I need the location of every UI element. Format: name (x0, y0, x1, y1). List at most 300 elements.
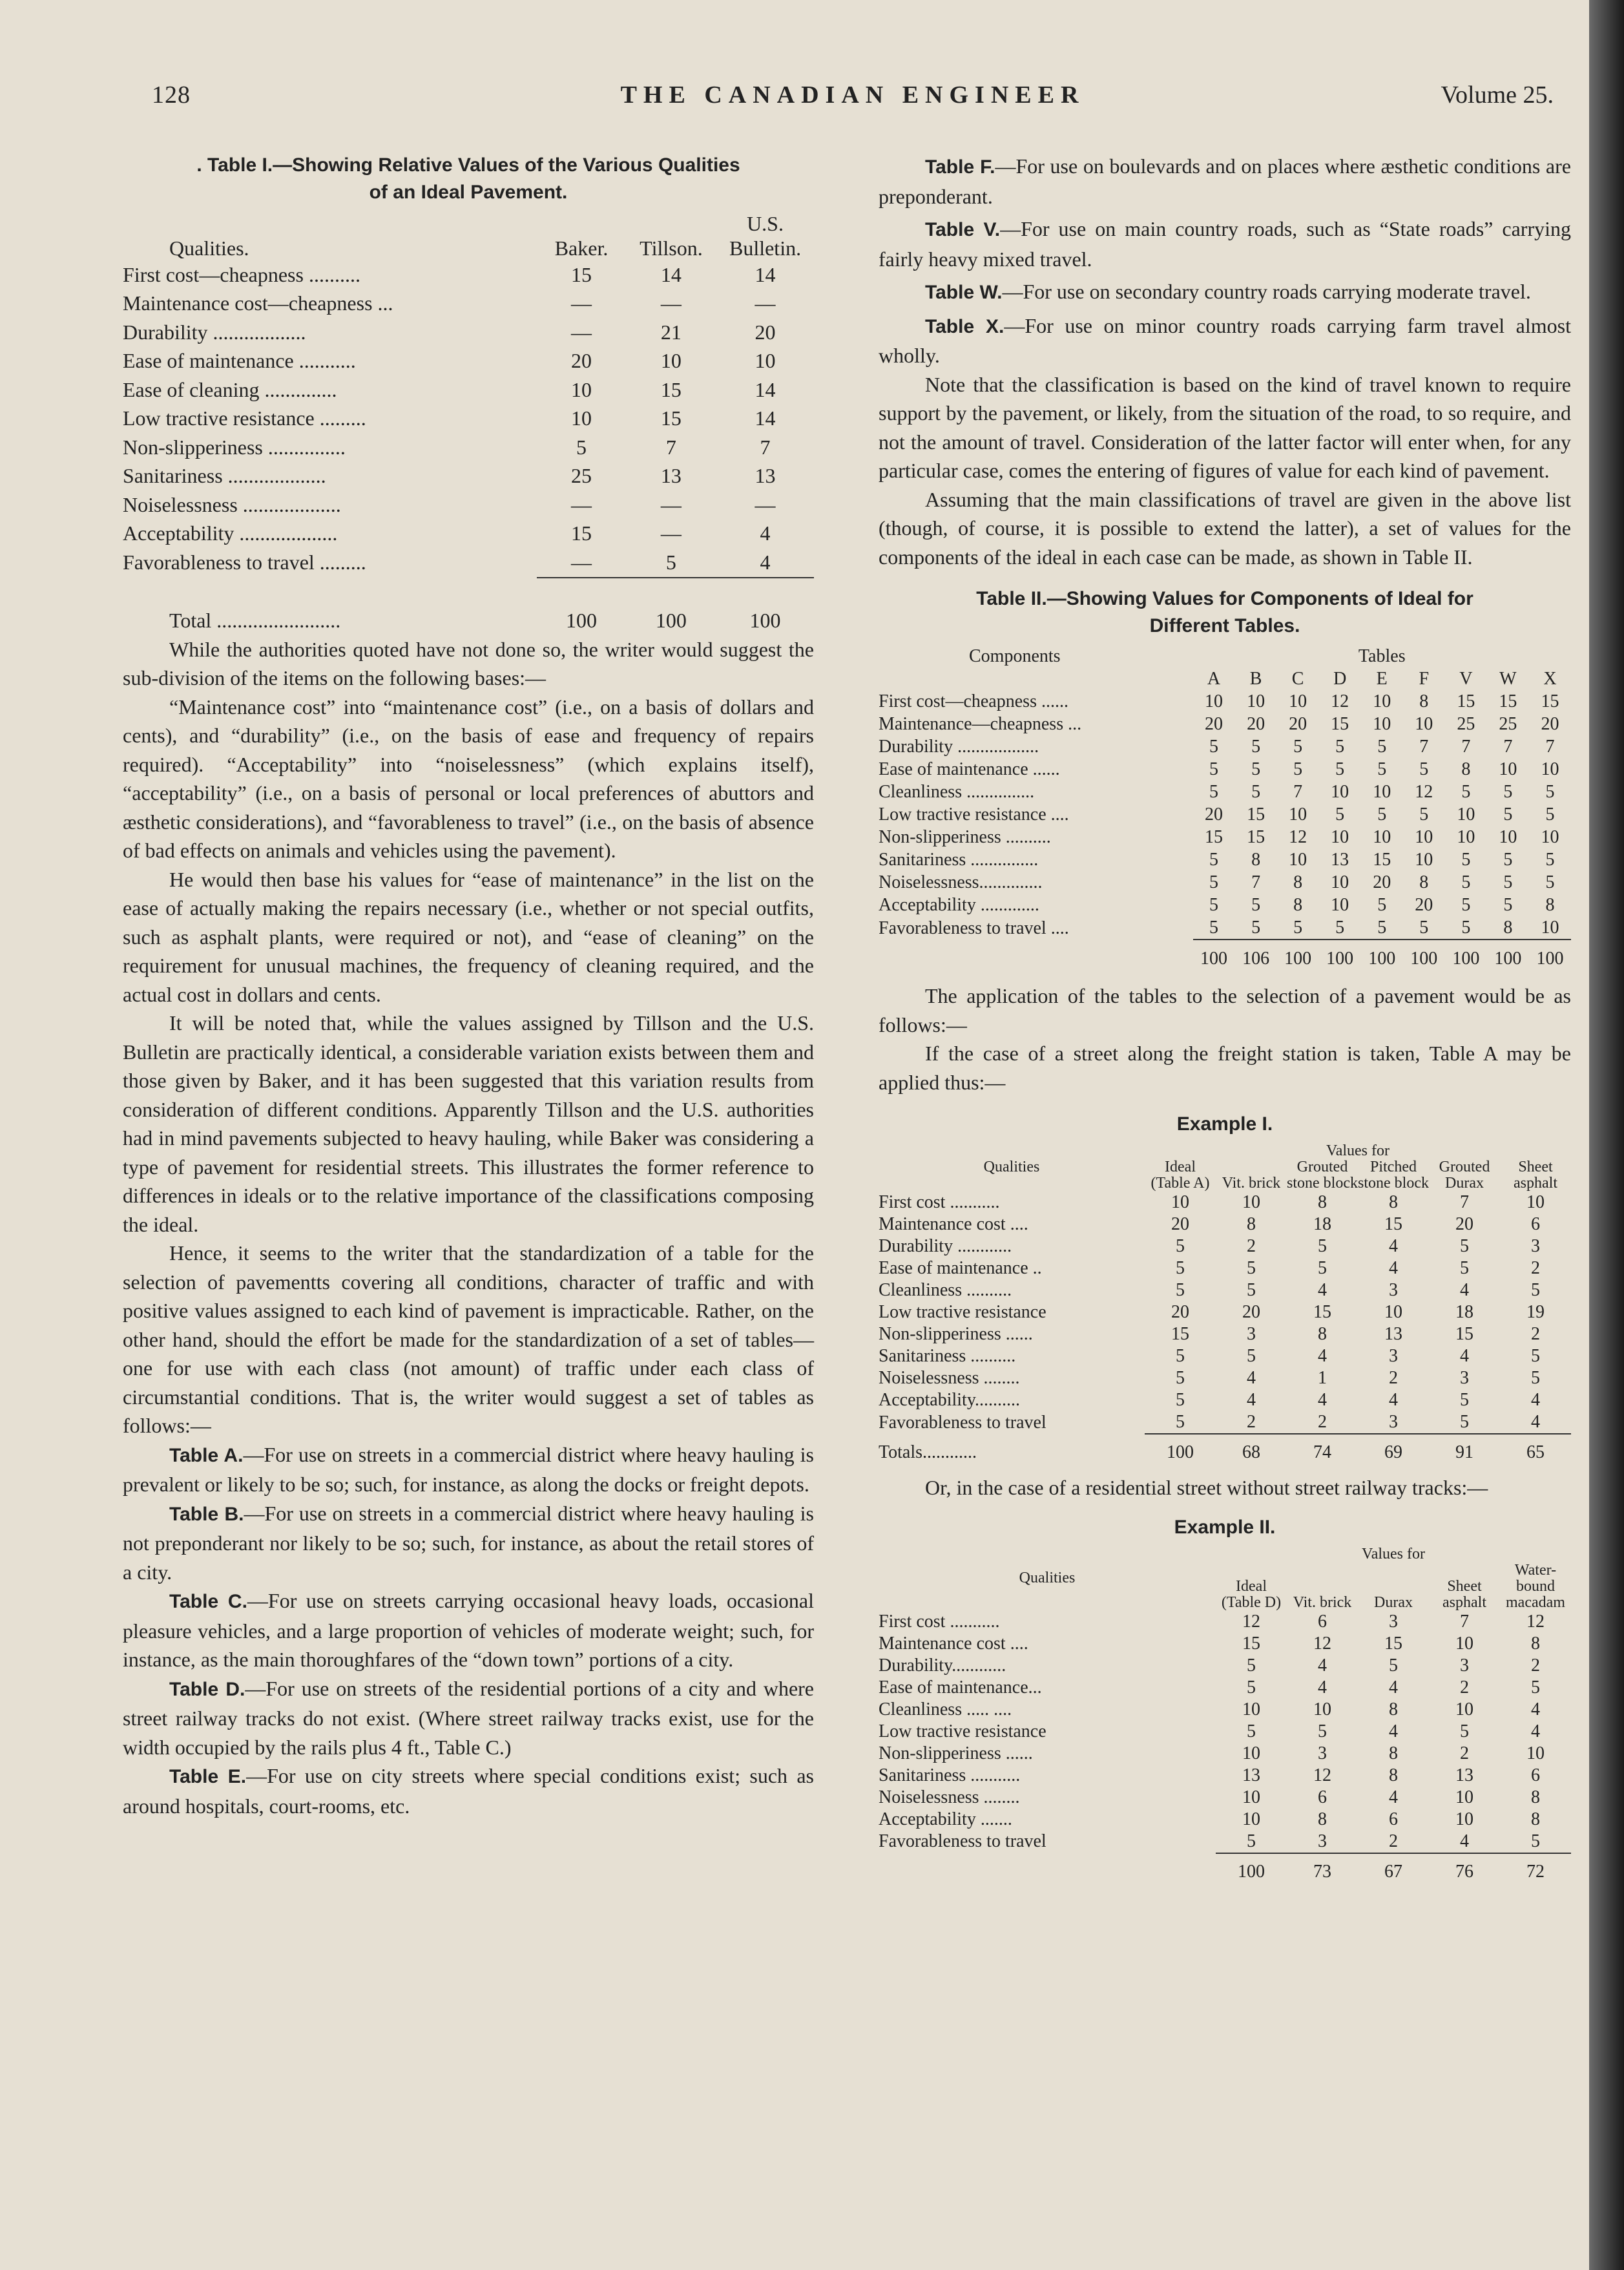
table-cell: 5 (1209, 850, 1219, 870)
table-cell: 5 (1545, 872, 1555, 892)
example2-body (879, 1611, 1571, 1853)
table-cell: 4 (1531, 1412, 1540, 1432)
table-cell: 4 (1389, 1258, 1398, 1278)
table-cell: 5 (1419, 918, 1429, 938)
table-cell: 10 (660, 349, 682, 373)
table-row (879, 848, 1571, 871)
table-cell: 18 (1455, 1302, 1473, 1322)
table-cell: 2 (1247, 1412, 1256, 1432)
binding-edge (1589, 0, 1624, 2270)
table-row (879, 826, 1571, 848)
table-cell: 13 (1384, 1324, 1402, 1344)
table-cell: 20 (1415, 895, 1433, 915)
table-d-definition: Table D.—For use on streets of the residential portions of a city and where street railway tracks do not exist. (Where street railway tracks exist, use for the width occupied by the rails plus 4 ft., Table C.) (123, 1676, 815, 1759)
column-header: Grouted stone block (1287, 1159, 1358, 1192)
row-label: Cleanliness ............... (879, 782, 1035, 802)
table-cell: 5 (1335, 737, 1345, 757)
table-cell: 2 (1531, 1324, 1540, 1344)
table-cell: 13 (755, 464, 776, 488)
table-cell: 25 (1499, 714, 1517, 734)
table-row (879, 781, 1571, 803)
table-cell: 10 (1331, 827, 1349, 847)
table-v-definition: Table V.—For use on main country roads, such as “State roads” carrying fairly heavy mixed travel. (879, 217, 1572, 271)
table-cell: 5 (1318, 1721, 1327, 1741)
table-row (879, 1323, 1571, 1345)
table-cell: 5 (1251, 918, 1261, 938)
total-cell: 73 (1287, 1853, 1358, 1886)
table-cell: 5 (1209, 918, 1219, 938)
paragraph: While the authorities quoted have not done so, the writer would suggest the sub-division of the items on the following bases:— (123, 637, 814, 689)
row-label: Ease of maintenance ...... (879, 759, 1060, 779)
total-cell: 91 (1429, 1434, 1500, 1467)
row-label: Durability ............ (879, 1236, 1012, 1256)
table-cell: 10 (1247, 691, 1265, 711)
table-cell: 10 (571, 377, 592, 401)
column-header: B (1249, 669, 1262, 689)
total-cell: 106 (1235, 940, 1277, 972)
table-cell: 5 (1251, 759, 1261, 779)
table-cell: 5 (1503, 895, 1513, 915)
row-label: Durability .................. (123, 320, 306, 344)
table-row (879, 894, 1571, 916)
table-cell: 5 (1318, 1258, 1327, 1278)
table-cell: 20 (1242, 1302, 1260, 1322)
table-cell: 2 (1247, 1236, 1256, 1256)
table-cell: 10 (1242, 1192, 1260, 1212)
table-cell: 25 (571, 464, 592, 488)
table-cell: 20 (1373, 872, 1391, 892)
table-cell: 10 (1242, 1699, 1260, 1719)
table-w-definition: Table W.—For use on secondary country roads carrying moderate travel. (925, 280, 1531, 303)
table-cell: 8 (1419, 872, 1429, 892)
table-cell: 5 (1251, 782, 1261, 802)
row-label: Sanitariness ........... (879, 1765, 1021, 1785)
table-cell: 5 (1247, 1721, 1256, 1741)
paragraph: It will be noted that, while the values assigned by Tillson and the U.S. Bulletin are practically identical, a considerable variation exists between them and those given by Baker, and it has been suggested that this variation results from consideration of different conditions. Apparently Tillson and the U.S. authorities had in mind pavements subjected to heavy hauling, while Baker was considering a type of pavement for residential streets. This illustrates the former reference to differences in ideals or to the relative importance of the classifications composing the ideal. (123, 1011, 814, 1236)
table-b-definition: Table B.—For use on streets in a commercial district where heavy hauling is not preponderant nor likely to be so; such, for instance, as about the retail stores of a city. (123, 1501, 815, 1584)
table-cell: 10 (1242, 1787, 1260, 1807)
row-label: Non-slipperiness .......... (879, 827, 1051, 847)
table-row (879, 1633, 1571, 1655)
example2-total-row (879, 1853, 1571, 1886)
table-cell: 7 (1503, 737, 1513, 757)
table-cell: 10 (1541, 827, 1559, 847)
total-cell: 68 (1216, 1434, 1287, 1467)
table-row (123, 490, 814, 520)
table-cell: 12 (1313, 1765, 1331, 1785)
row-label: Maintenance cost .... (879, 1633, 1028, 1654)
table-cell: 5 (1247, 1831, 1256, 1851)
table-cell: 5 (1335, 918, 1345, 938)
table-cell: 10 (1455, 1809, 1473, 1829)
table-cell: 15 (1384, 1214, 1402, 1234)
table-cell: 5 (1503, 850, 1513, 870)
table-cell: 4 (1460, 1280, 1469, 1300)
table-cell: 7 (760, 435, 771, 459)
table-cell: 8 (1389, 1699, 1398, 1719)
table-cell: 7 (1461, 737, 1471, 757)
table-a-definition: Table A.—For use on streets in a commercial district where heavy hauling is prevalent or likely to be so; such, for instance, as along the docks or freight depots. (123, 1442, 815, 1496)
table-cell: 1 (1318, 1368, 1327, 1388)
table-cell: 12 (1313, 1633, 1331, 1654)
table-row (879, 1192, 1571, 1214)
table-cell: 10 (1526, 1743, 1545, 1763)
table-row (123, 405, 814, 434)
total-cell: 100 (1403, 940, 1445, 972)
column-header: X (1543, 669, 1557, 689)
column-header: Sheet asphalt (1514, 1159, 1557, 1192)
table-cell: 8 (1461, 759, 1471, 779)
column-header: D (1333, 669, 1347, 689)
table-cell: 12 (1289, 827, 1307, 847)
table-cell: 5 (1209, 872, 1219, 892)
row-label: Sanitariness .......... (879, 1346, 1016, 1366)
table-x-definition: Table X.—For use on minor country roads carrying farm travel almost wholly. (879, 313, 1572, 367)
table-cell: 5 (1460, 1258, 1469, 1278)
row-label: First cost—cheapness ...... (879, 691, 1068, 711)
right-column (879, 152, 1571, 1886)
table-cell: 10 (1457, 827, 1475, 847)
table-cell: 4 (760, 550, 771, 574)
table-cell: 5 (1460, 1236, 1469, 1256)
table-row (879, 1831, 1571, 1853)
table-row (879, 1677, 1571, 1699)
row-label: Maintenance cost—cheapness ... (123, 291, 393, 315)
table-cell: 25 (1457, 714, 1475, 734)
table-cell: 5 (1460, 1721, 1469, 1741)
table-cell: 12 (1242, 1611, 1260, 1632)
table-cell: 5 (1335, 759, 1345, 779)
table-cell: 5 (1503, 872, 1513, 892)
table-cell: 8 (1531, 1633, 1540, 1654)
table-cell: 5 (1531, 1346, 1540, 1366)
table-cell: 2 (1531, 1258, 1540, 1278)
table-row (879, 916, 1571, 940)
table-cell: 3 (1389, 1346, 1398, 1366)
table-row (123, 462, 814, 491)
row-label: Low tractive resistance ......... (123, 406, 366, 430)
row-label: Favorableness to travel ......... (123, 551, 366, 574)
total-cell: 100 (1445, 940, 1487, 972)
table-row (879, 1345, 1571, 1367)
table-cell: 8 (1531, 1809, 1540, 1829)
table-cell: 10 (1373, 714, 1391, 734)
table-cell: 3 (1389, 1412, 1398, 1432)
table-cell: 5 (1377, 918, 1387, 938)
table-cell: — (755, 492, 776, 516)
table-cell: — (571, 492, 592, 516)
table-cell: 10 (1313, 1699, 1331, 1719)
running-header (152, 81, 1554, 120)
table-row (879, 1235, 1571, 1257)
table-cell: 5 (1209, 782, 1219, 802)
table-cell: 5 (1293, 918, 1303, 938)
total-cell: 100 (1216, 1853, 1287, 1886)
table-cell: 2 (1318, 1412, 1327, 1432)
row-label: Non-slipperiness ...... (879, 1743, 1033, 1763)
table-cell: 10 (1526, 1192, 1545, 1212)
total-cell: 100 (1487, 940, 1529, 972)
example1-total-row: Totals............ 100 68 74 69 91 65 (879, 1434, 1571, 1467)
table-cell: 4 (1318, 1346, 1327, 1366)
example1-table: Qualities Values for Ideal (Table A) Vit. brick Grouted stone block Pitched stone block Grouted Durax Sheet asphalt First cost ........... 10 10 8 8 7 10 Maintenance cost .... 20 8 18 15 20 6 Durability ............ 5 2 5 4 5 3 Ease of maintenance .. 5 5 5 4 5 2 Cleanliness .......... 5 5 4 3 4 5 Low tractive resistance 20 20 15 10 18 19 Non-slipperiness ...... 15 3 8 13 15 2 Sanitariness .......... 5 5 4 3 4 5 Noiselessness ........ 5 4 1 2 3 5 Acceptability.......... 5 4 4 4 5 4 Favorableness to travel 5 2 2 3 5 4 Totals............ 100 68 74 69 91 65 (879, 1143, 1571, 1467)
table-cell: 5 (1247, 1677, 1256, 1697)
table-cell: 8 (1389, 1765, 1398, 1785)
row-label: Non-slipperiness ...... (879, 1324, 1033, 1344)
table-f-definition: Table F.—For use on boulevards and on places where æsthetic conditions are preponderant. (879, 154, 1571, 208)
table-cell: 2 (1389, 1831, 1398, 1851)
table-row (123, 433, 814, 462)
column-header: C (1291, 669, 1304, 689)
table-cell: 10 (1415, 827, 1433, 847)
table-cell: 3 (1389, 1280, 1398, 1300)
table-row (879, 1611, 1571, 1633)
table-cell: 7 (1419, 737, 1429, 757)
table-cell: 12 (1331, 691, 1349, 711)
table-row (879, 713, 1571, 735)
table-cell: 4 (1389, 1721, 1398, 1741)
column-header: Pitched stone block (1358, 1159, 1429, 1192)
column-header: Water-bound macadam (1506, 1561, 1565, 1611)
column-header: Sheet asphalt (1442, 1577, 1486, 1611)
table-row (123, 520, 814, 549)
table-cell: 14 (755, 262, 776, 286)
table-cell: 10 (1415, 714, 1433, 734)
table-cell: 4 (1460, 1831, 1469, 1851)
table-cell: — (660, 492, 682, 516)
table-cell: 4 (1389, 1787, 1398, 1807)
table-cell: 10 (1455, 1699, 1473, 1719)
table-row (879, 1367, 1571, 1389)
table-cell: 15 (660, 377, 682, 401)
table-cell: 5 (1209, 737, 1219, 757)
table-cell: 10 (1289, 804, 1307, 825)
table1-body (123, 260, 814, 578)
table-row (123, 260, 814, 289)
table-cell: 5 (1461, 895, 1471, 915)
table-cell: 10 (1541, 759, 1559, 779)
table-cell: 19 (1526, 1302, 1545, 1322)
table1-caption: . Table I.—Showing Relative Values of the Various Qualities of an Ideal Pavement. (196, 154, 740, 203)
paragraph: He would then base his values for “ease of maintenance” in the list on the ease of actually making the repairs necessary (i.e., whether or not special outfits, such as asphalt plants, were required or not), and “ease of cleaning” on the requirement for unusual machines, the frequency of cleaning required, and the actual cost in dollars and cents. (123, 867, 814, 1006)
table-cell: 2 (1389, 1368, 1398, 1388)
table-cell: 8 (1293, 895, 1303, 915)
table-cell: 20 (1289, 714, 1307, 734)
table-cell: 5 (1251, 737, 1261, 757)
row-label: Ease of cleaning .............. (123, 377, 337, 401)
table-cell: 5 (1460, 1390, 1469, 1410)
table2-caption: Table II.—Showing Values for Components of Ideal for Different Tables. (976, 588, 1473, 636)
table-cell: 5 (1419, 804, 1429, 825)
table-cell: 10 (1242, 1743, 1260, 1763)
table-cell: — (660, 291, 682, 315)
table1-total-row: Total ........................ 100 100 100 (169, 608, 781, 632)
table-cell: 15 (1457, 691, 1475, 711)
column-header: Vit. brick (1293, 1593, 1352, 1611)
table-cell: 5 (1461, 782, 1471, 802)
table-row (879, 1809, 1571, 1831)
table-cell: 5 (1377, 737, 1387, 757)
table-cell: 4 (760, 521, 771, 545)
table-cell: 4 (1531, 1699, 1540, 1719)
paragraph: “Maintenance cost” into “maintenance cost” (i.e., on a basis of dollars and cents), and “durability” (i.e., on the basis of ease and frequency of repairs required). “Acceptability” into “noiselessness” (which explains itself), “acceptability” (i.e., on a basis of personal or local preferences of abuttors and æsthetic considerations), and “favorableness to travel” (i.e., on the basis of absence of bad effects on animals and vehicles using the pavement). (123, 695, 814, 862)
row-label: Non-slipperiness ............... (123, 435, 346, 459)
table-row (123, 375, 814, 405)
table-cell: 3 (1531, 1236, 1540, 1256)
table-cell: 15 (571, 521, 592, 545)
table-cell: 5 (1377, 759, 1387, 779)
table-row (879, 1765, 1571, 1787)
table-cell: 8 (1545, 895, 1555, 915)
table-cell: 5 (1503, 782, 1513, 802)
table-cell: 20 (1455, 1214, 1473, 1234)
table-cell: 4 (1318, 1677, 1327, 1697)
table-cell: 8 (1251, 850, 1261, 870)
table-cell: 10 (1541, 918, 1559, 938)
table-cell: 20 (755, 320, 776, 344)
table-cell: 21 (660, 320, 682, 344)
table-row (879, 1411, 1571, 1434)
table-cell: 3 (1318, 1743, 1327, 1763)
table-cell: 5 (1247, 1258, 1256, 1278)
table-cell: 7 (665, 435, 676, 459)
table-row (879, 1721, 1571, 1743)
table-cell: 8 (1318, 1809, 1327, 1829)
total-cell: 100 (1361, 940, 1403, 972)
total-cell: 76 (1429, 1853, 1500, 1886)
table-cell: 4 (1247, 1390, 1256, 1410)
table-cell: 5 (1293, 737, 1303, 757)
table-cell: 7 (1545, 737, 1555, 757)
column-header: Vit. brick (1222, 1175, 1281, 1192)
table-cell: — (571, 550, 592, 574)
table-cell: 4 (1460, 1346, 1469, 1366)
table-cell: 3 (1247, 1324, 1256, 1344)
paragraph: The application of the tables to the selection of a pavement would be as follows:— (879, 984, 1571, 1036)
table-cell: 8 (1318, 1192, 1327, 1212)
table-cell: 5 (1545, 850, 1555, 870)
table-cell: 15 (660, 406, 682, 430)
table-cell: 20 (1541, 714, 1559, 734)
row-label: Cleanliness ..... .... (879, 1699, 1012, 1719)
table-row (879, 1301, 1571, 1323)
table-cell: 5 (1461, 918, 1471, 938)
page-number: 128 (152, 81, 191, 109)
table-cell: 5 (1209, 759, 1219, 779)
table-row (879, 1699, 1571, 1721)
paragraph: If the case of a street along the freight station is taken, Table A may be applied thus:— (879, 1042, 1571, 1094)
row-label: First cost—cheapness .......... (123, 262, 360, 286)
table-row (879, 1279, 1571, 1301)
total-cell: 72 (1500, 1853, 1571, 1886)
table-cell: 5 (1531, 1280, 1540, 1300)
row-label: Noiselessness ........ (879, 1787, 1020, 1807)
row-label: Acceptability ............. (879, 895, 1039, 915)
table-row (879, 758, 1571, 781)
column-header: Grouted Durax (1439, 1159, 1490, 1192)
table-cell: 8 (1318, 1324, 1327, 1344)
table-cell: 10 (1415, 850, 1433, 870)
table-cell: 15 (1205, 827, 1223, 847)
table-cell: 5 (665, 550, 676, 574)
table-cell: 5 (1531, 1677, 1540, 1697)
volume-label: Volume 25. (1441, 81, 1554, 109)
total-cell: 100 (1145, 1434, 1216, 1467)
table-cell: 10 (1455, 1787, 1473, 1807)
table-cell: 15 (571, 262, 592, 286)
table-cell: 5 (1247, 1346, 1256, 1366)
table-cell: 10 (1171, 1192, 1189, 1212)
table-row (879, 690, 1571, 713)
table-cell: 6 (1531, 1765, 1540, 1785)
row-label: Sanitariness ............... (879, 850, 1039, 870)
row-label: Ease of maintenance .. (879, 1258, 1042, 1278)
table-cell: 7 (1251, 872, 1261, 892)
table-cell: 5 (1335, 804, 1345, 825)
table-cell: 15 (1373, 850, 1391, 870)
table-cell: 8 (1293, 872, 1303, 892)
column-header: A (1207, 669, 1221, 689)
row-label: Durability .................. (879, 737, 1039, 757)
table-cell: 3 (1389, 1611, 1398, 1632)
row-label: Noiselessness ........ (879, 1368, 1020, 1388)
table-cell: — (571, 291, 592, 315)
table-cell: 10 (1373, 827, 1391, 847)
table-cell: 15 (1499, 691, 1517, 711)
row-label: Favorableness to travel (879, 1831, 1046, 1851)
table-cell: 10 (755, 349, 776, 373)
table-cell: 5 (1545, 782, 1555, 802)
table-cell: 2 (1531, 1655, 1540, 1676)
table-cell: 3 (1318, 1831, 1327, 1851)
table-cell: 4 (1247, 1368, 1256, 1388)
table-cell: 5 (1377, 804, 1387, 825)
table-cell: 5 (1176, 1258, 1185, 1278)
table-cell: 10 (1373, 691, 1391, 711)
row-label: Durability............ (879, 1655, 1006, 1676)
table-cell: 15 (1541, 691, 1559, 711)
table-cell: 15 (1384, 1633, 1402, 1654)
table-cell: 5 (1251, 895, 1261, 915)
total-cell: 100 (1193, 940, 1235, 972)
table-cell: 7 (1460, 1192, 1469, 1212)
total-cell: 74 (1287, 1434, 1358, 1467)
table2: Components Tables A B C D E F V W X First cost—cheapness ...... 10 10 10 12 10 8 15 15 15 Maintenance—cheapness ... 20 20 20 15 10 10 25 25 20 Durability .................. 5 5 5 5 5 7 7 7 7 Ease of maintenance ...... 5 5 5 5 5 5 8 10 10 Cleanliness ............... 5 5 7 10 10 12 5 5 5 Low tractive resistance .... 20 15 10 5 5 5 10 5 5 Non-slipperiness .......... 15 15 12 10 10 10 10 10 10 Sanitariness ............... 5 8 10 13 15 10 5 5 5 Noiselessness.............. 5 7 8 10 20 8 5 5 5 Acceptability ............. 5 5 8 10 5 20 5 5 8 Favorableness to travel .... 5 5 5 5 5 5 5 8 10 100 106 100 100 100 100 100 100 100 (879, 645, 1571, 972)
row-label: Low tractive resistance .... (879, 804, 1069, 825)
table-cell: 20 (1171, 1214, 1189, 1234)
row-label: Noiselessness.............. (879, 872, 1043, 892)
row-label: Acceptability ................... (123, 521, 338, 545)
table-cell: 4 (1389, 1236, 1398, 1256)
table-cell: 10 (1331, 895, 1349, 915)
table-cell: 10 (1499, 759, 1517, 779)
example2-table: Qualities Values for Ideal (Table D) Vit. brick Durax Sheet asphalt Water-bound macadam First cost ........... 12 6 3 7 12 Maintenance cost .... 15 12 15 10 8 Durability............ 5 4 5 3 2 Ease of maintenance... 5 4 4 2 5 Cleanliness ..... .... 10 10 8 10 4 Low tractive resistance 5 5 4 5 4 Non-slipperiness ...... 10 3 8 2 10 Sanitariness ........... 13 12 8 13 6 Noiselessness ........ 10 6 4 10 8 Acceptability ....... 10 8 6 10 8 Favorableness to travel 5 3 2 4 5 100 73 67 76 72 (879, 1546, 1571, 1886)
table-cell: 10 (1242, 1809, 1260, 1829)
total-cell: 100 (1529, 940, 1571, 972)
table-cell: 10 (1289, 691, 1307, 711)
table-cell: 4 (1318, 1655, 1327, 1676)
table-cell: 8 (1503, 918, 1513, 938)
example1-title: Example I. (1176, 1113, 1273, 1135)
column-header: V (1459, 669, 1473, 689)
row-label: Noiselessness ................... (123, 492, 341, 516)
table-row (123, 318, 814, 347)
table-cell: 10 (1331, 872, 1349, 892)
table-cell: 3 (1460, 1655, 1469, 1676)
table-cell: 13 (660, 464, 682, 488)
row-label: Low tractive resistance (879, 1302, 1046, 1322)
table-cell: 4 (1389, 1390, 1398, 1410)
